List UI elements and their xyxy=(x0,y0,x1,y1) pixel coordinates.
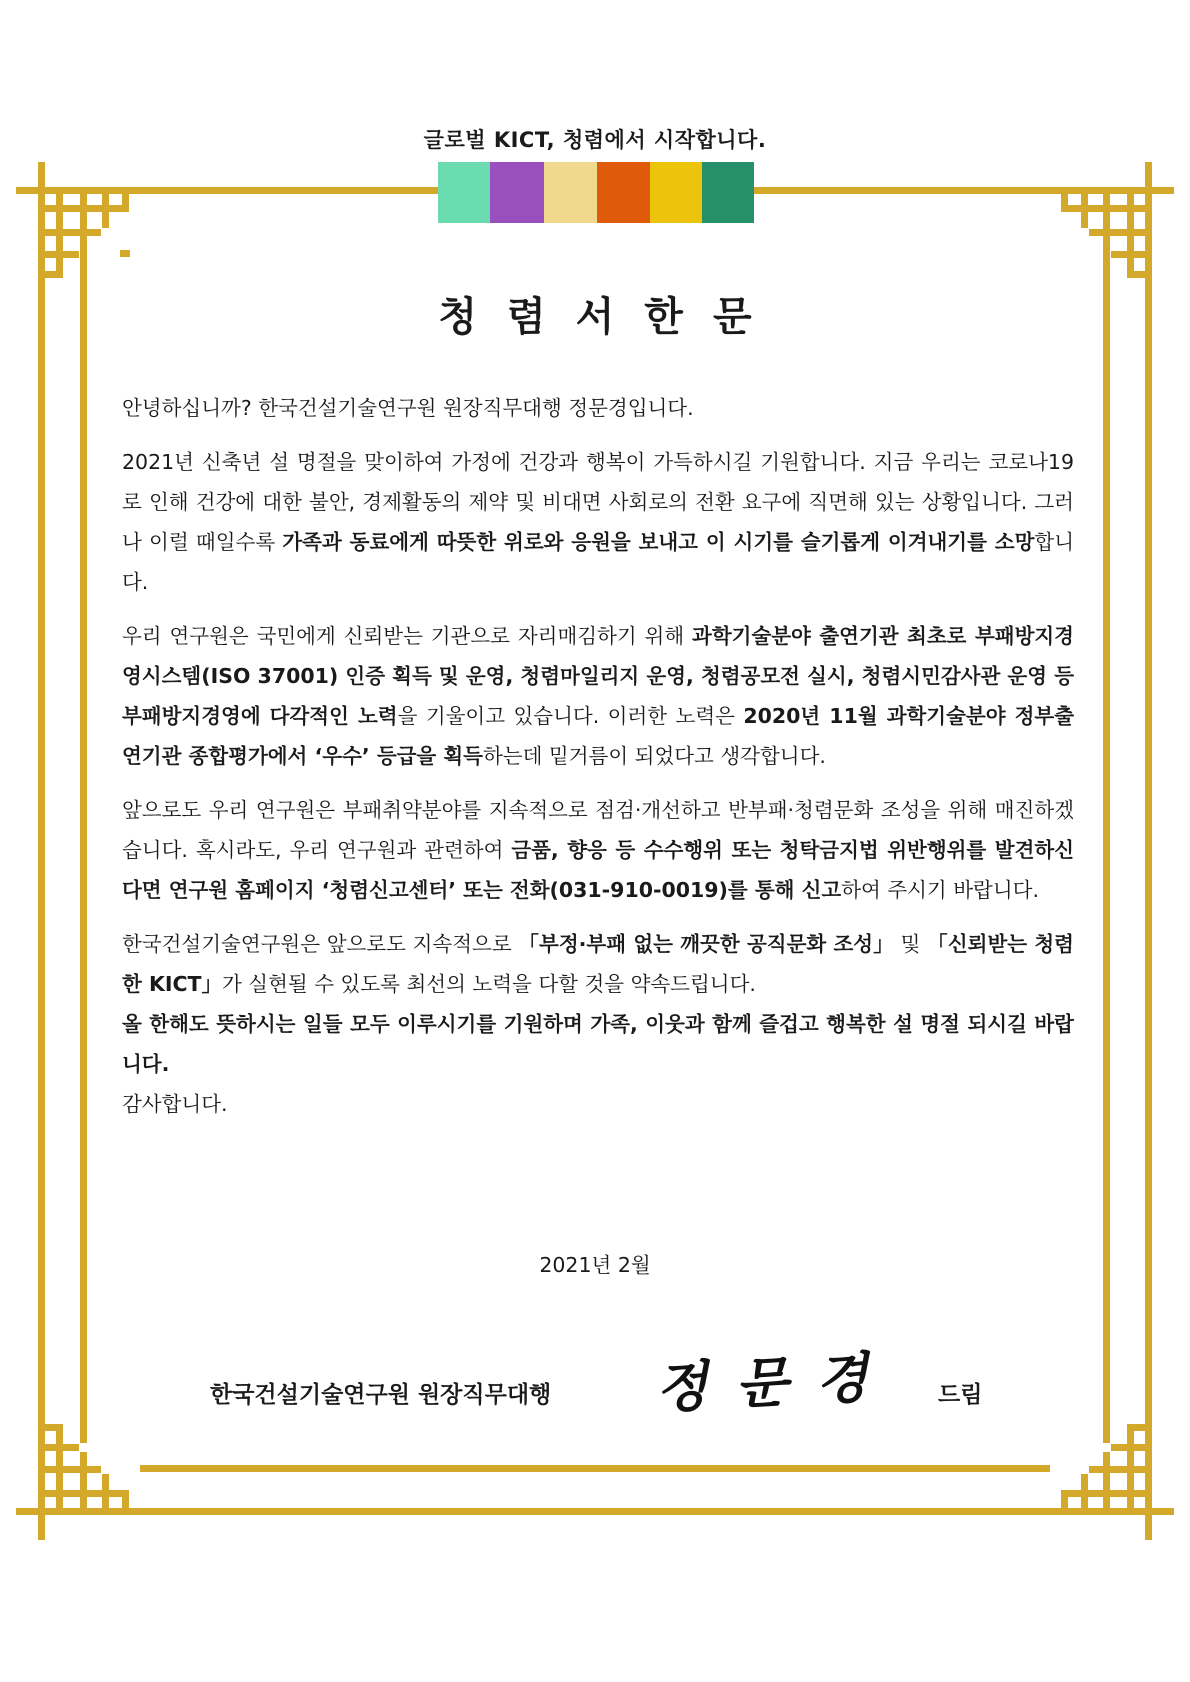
frame-inner-bottom xyxy=(140,1465,1050,1472)
color-stripe xyxy=(490,162,518,223)
corner-ornament-top-left xyxy=(38,187,138,287)
frame-bottom-line xyxy=(16,1508,1174,1515)
handwritten-signature: 정문경 xyxy=(653,1343,898,1421)
frame-left-line xyxy=(38,162,45,1540)
color-stripe xyxy=(597,162,623,223)
corner-ornament-bottom-right xyxy=(1052,1415,1152,1515)
color-stripe-bar xyxy=(438,162,754,223)
color-stripe xyxy=(702,162,754,223)
thanks-line: 감사합니다. xyxy=(122,1092,228,1116)
corner-ornament-bottom-left xyxy=(38,1415,138,1515)
color-stripe xyxy=(650,162,676,223)
color-stripe xyxy=(570,162,597,223)
color-stripe xyxy=(544,162,570,223)
closing-word: 드림 xyxy=(938,1382,983,1408)
color-stripe xyxy=(464,162,490,223)
letter-body xyxy=(122,388,1074,1124)
letter-date: 2021년 2월 xyxy=(539,1253,651,1277)
color-stripe xyxy=(438,162,464,223)
paragraph-1: 2021년 신축년 설 명절을 맞이하여 가정에 건강과 행복이 가득하시길 기원합니다. 지금 우리는 코로나19로 인해 건강에 대한 불안, 경제활동의 제약 및 비대면 사회로의 전환 요구에 직면해 있는 상황입니다. 그러나 이럴 때일수록 가족과 동료에게 따뜻한 위로와 응원을 보내고 이 시기를 슬기롭게 이겨내기를 소망합니다. xyxy=(122,450,1074,594)
slogan: 글로벌 KICT, 청렴에서 시작합니다. xyxy=(423,128,767,152)
greeting-paragraph: 안녕하십니까? 한국건설기술연구원 원장직무대행 정문경입니다. xyxy=(122,396,694,420)
paragraph-4: 한국건설기술연구원은 앞으로도 지속적으로 「부정·부패 없는 깨끗한 공직문화 조성」 및 「신뢰받는 청렴한 KICT」가 실현될 수 있도록 최선의 노력을 다할 것을 약속드립니다. xyxy=(122,932,1074,996)
color-stripe xyxy=(518,162,544,223)
paragraph-3: 앞으로도 우리 연구원은 부패취약분야를 지속적으로 점검·개선하고 반부패·청렴문화 조성을 위해 매진하겠습니다. 혹시라도, 우리 연구원과 관련하여 금품, 향응 등 수수행위 또는 청탁금지법 위반행위를 발견하신다면 연구원 홈페이지 ‘청렴신고센터’ 또는 전화(031-910-0019)를 통해 신고하여 주시기 바랍니다. xyxy=(122,798,1074,902)
paragraph-2: 우리 연구원은 국민에게 신뢰받는 기관으로 자리매김하기 위해 과학기술분야 출연기관 최초로 부패방지경영시스템(ISO 37001) 인증 획득 및 운영, 청렴마일리지 운영, 청렴공모전 실시, 청렴시민감사관 운영 등 부패방지경영에 다각적인 노력을 기울이고 있습니다. 이러한 노력은 2020년 11월 과학기술분야 정부출연기관 종합평가에서 ‘우수’ 등급을 획득하는데 밑거름이 되었다고 생각합니다. xyxy=(122,624,1074,768)
color-stripe xyxy=(676,162,702,223)
page-title: 청렴서한문 xyxy=(438,294,782,340)
paragraph-5: 올 한해도 뜻하시는 일들 모두 이루시기를 기원하며 가족, 이웃과 함께 즐겁고 행복한 설 명절 되시길 바랍니다. xyxy=(122,1012,1074,1076)
color-stripe xyxy=(623,162,650,223)
signer-title: 한국건설기술연구원 원장직무대행 xyxy=(210,1382,552,1408)
corner-ornament-top-right xyxy=(1052,187,1152,287)
frame-right-line xyxy=(1145,162,1152,1540)
